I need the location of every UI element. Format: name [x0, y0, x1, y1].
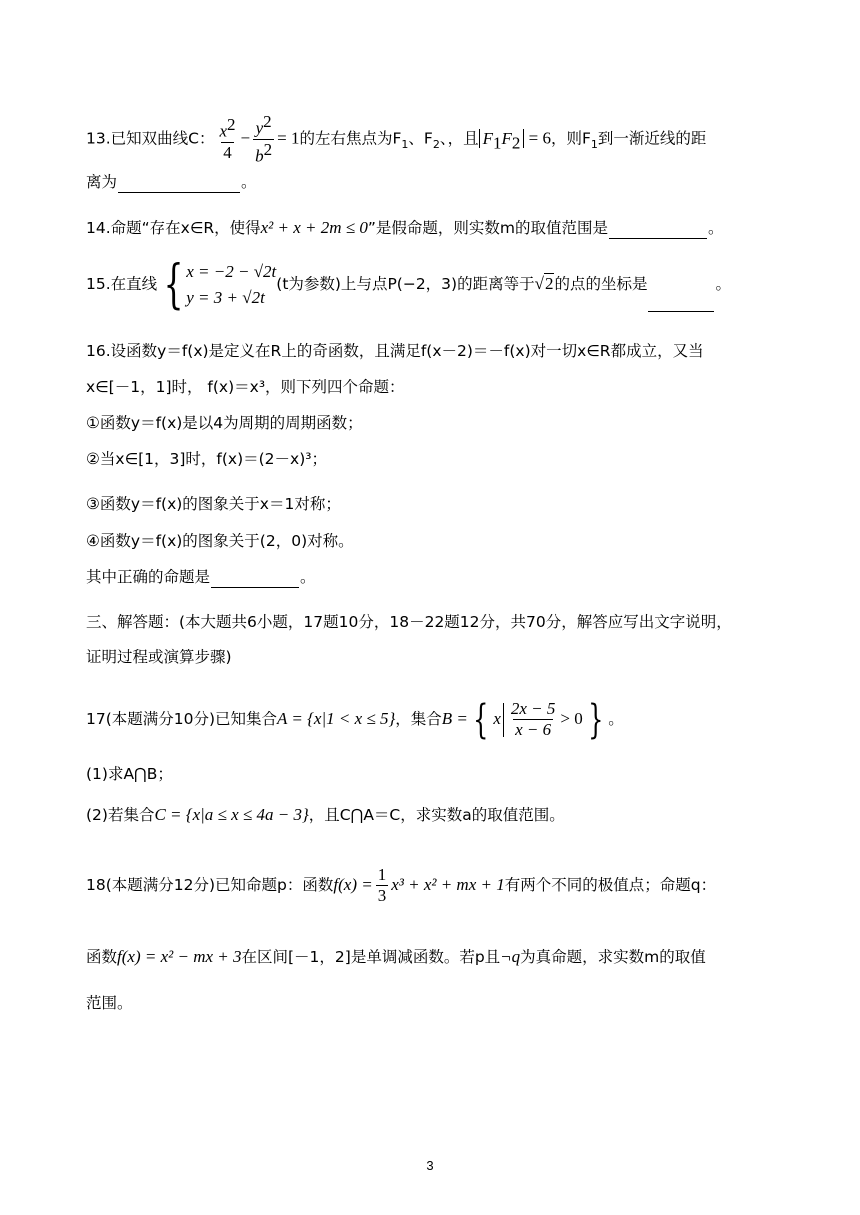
page-number: 3 — [426, 1158, 434, 1173]
param-system: { x = −2 − √2t y = 3 + √2t — [163, 254, 277, 315]
q16-option3: ③函数y＝f(x)的图象关于x＝1对称； — [86, 495, 341, 513]
sqrt-2: √2 — [534, 274, 554, 293]
set-b-head: B = — [441, 709, 468, 728]
q17-line: 17(本题满分10分)已知集合A = {x|1 < x ≤ 5}，集合B = { x $\frac{2x - 5}{x - 6}$ > 0 } 。 — [86, 696, 624, 743]
frac-2x5-x6: $\frac{2x - 5}{x - 6}$ — [510, 699, 556, 739]
q16-line2: x∈[－1，1]时， f(x)＝x³，则下列四个命题： — [86, 378, 405, 396]
q18-line1: 18(本题满分12分)已知命题p：函数f(x) = $\frac{1}{3}$ x³ + x² + mx + 1有两个不同的极值点；命题q： — [86, 865, 717, 905]
answer-blank[interactable] — [648, 295, 714, 312]
section3-heading: 三、解答题：(本大题共6小题，17题10分，18－22题12分，共70分，解答应写出文字说明， — [86, 613, 732, 631]
answer-blank[interactable] — [118, 176, 240, 193]
q16-option4: ④函数y＝f(x)的图象关于(2，0)对称。 — [86, 532, 354, 550]
q15-line: 15.在直线 { x = −2 − √2t y = 3 + √2t (t为参数)上与点P(−2，3)的距离等于√2的点的坐标是 。 — [86, 254, 731, 315]
q13-line2: 离为 。 — [86, 173, 257, 191]
q14-expr: x² + x + 2m ≤ 0 — [260, 218, 368, 237]
q13-prefix: 13.已知双曲线C： — [86, 129, 215, 148]
q16-option1: ①函数y＝f(x)是以4为周期的周期函数； — [86, 414, 363, 432]
q16-option2: ②当x∈[1，3]时，f(x)＝(2－x)³； — [86, 450, 327, 468]
q18-line2: 函数f(x) = x² − mx + 3在区间[－1，2]是单调减函数。若p且¬q为真命题，求实数m的取值 — [86, 947, 706, 966]
q16-line1: 16.设函数y＝f(x)是定义在R上的奇函数，且满足f(x－2)＝－f(x)对一切x∈R都成立，又当 — [86, 342, 704, 360]
set-a: A = {x|1 < x ≤ 5} — [277, 709, 396, 728]
frac-x2-4: $\frac{x^2}{4}$ — [219, 115, 236, 162]
q17-part2: (2)若集合C = {x|a ≤ x ≤ 4a − 3}，且C⋂A＝C，求实数a的取值范围。 — [86, 805, 565, 824]
q18-line3: 范围。 — [86, 994, 133, 1012]
answer-blank[interactable] — [211, 571, 299, 588]
answer-blank[interactable] — [609, 222, 707, 239]
set-c: C = {x|a ≤ x ≤ 4a − 3} — [154, 805, 309, 824]
q17-part1: (1)求A⋂B； — [86, 765, 173, 783]
q16-question: 其中正确的命题是 。 — [86, 568, 316, 586]
q14-line: 14.命题“存在x∈R，使得x² + x + 2m ≤ 0”是假命题，则实数m的取值范围是 。 — [86, 218, 724, 237]
frac-y2-b2: $\frac{y^2}{b^2}$ — [255, 112, 273, 166]
abs-f1f2: $F_1F_2$ — [479, 129, 525, 148]
q13-line1: 13.已知双曲线C： $\frac{x^2}{4}$ − $\frac{y^2}{b^2}$ = 1的左右焦点为$F_1$、$F_2$、，且 $F_1F_2 = 6$，则$F_1$到一渐近线的距 — [86, 112, 707, 166]
q18-quadratic: f(x) = x² − mx + 3 — [117, 947, 242, 966]
section3-heading-cont: 证明过程或演算步骤) — [86, 648, 232, 666]
frac-1-3: $\frac{1}{3}$ — [377, 865, 387, 905]
q18-cubic: x³ + x² + mx + 1 — [391, 875, 505, 894]
